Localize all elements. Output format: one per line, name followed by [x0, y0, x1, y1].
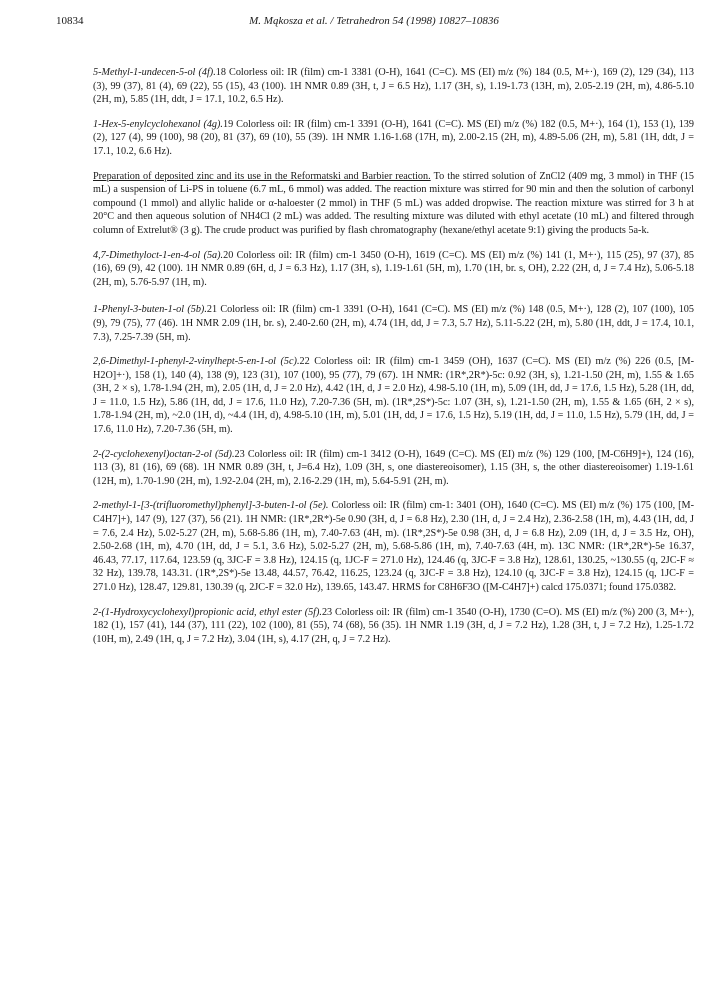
compound-title: 2,6-Dimethyl-1-phenyl-2-vinylhept-5-en-1-ol (5c). [93, 356, 300, 368]
compound-data: 23 Colorless oil: IR (film) cm-1 3540 (O-H), 1730 (C=O). MS (EI) m/z (%) 200 (3, M+·), 182 (1), 157 (41), 144 (37), 111 (22), 102 (100), 81 (55), 74 (68), 56 (35). 1H NMR 1.19 (3H, d, J = 7.2 Hz), 1.28 (3H, t, J = 7.2 Hz), 1.25-1.72 (10H, m), 2.49 (1H, q, J = 7.2 Hz), 3.04 (1H, s), 4.17 (2H, q, J = 7.2 Hz). [93, 606, 694, 645]
compound-5d-entry [93, 448, 694, 489]
compound-title: 5-Methyl-1-undecen-5-ol (4f). [93, 67, 216, 78]
compound-data: Colorless oil: IR (film) cm-1: 3401 (OH), 1640 (C=C). MS (EI) m/z (%) 175 (100, [M-C4H7]+), 147 (9), 127 (37), 56 (21). 1H NMR: (1R*,2R*)-5e 0.90 (3H, d, J = 6.8 Hz), 2.30 (1H, d, J = 2.4 Hz), 2.36-2.58 (1H, m), 4.43 (1H, dd, J = 7.6, 2.4 Hz), 5.02-5.27 (2H, m), 5.68-5.86 (1H, m), 7.40-7.63 (4H, m). (1R*,2S*)-5e 0.98 (3H, d, J = 6.8 Hz), 2.09 (1H, d, J = 3.5 Hz, OH), 2.50-2.68 (1H, m), 4.70 (1H, dd, J = 5.1, 3.6 Hz), 5.02-5.27 (2H, m), 5.68-5.86 (1H, m), 7.40-7.63 (4H, m). 13C NMR: (1R*,2R*)-5e 16.37, 46.43, 77.17, 117.64, 123.59 (q, 3JC-F = 3.8 Hz), 124.15 (q, 1JC-F = 271.0 Hz), 124.46 (q, 3JC-F = 3.8 Hz), 128.61, 130.25, ~130.55 (q, 2JC-F ≈ 32 Hz), 139.78, 143.31. (1R*,2S*)-5e 13.48, 44.57, 76.42, 116.25, 123.24 (q, 3JC-F = 3.8 Hz), 124.10 (q, 3JC-F = 3.8 Hz), 124.15 (q, 1JC-F = 271.0 Hz), 128.47, 129.81, 130.39 (q, 2JC-F = 32.0 Hz), 139.65, 143.47. HRMS for C8H6F3O ([M-C4H7]+) calcd 175.0371; found 175.0382. [93, 500, 695, 593]
running-header [56, 15, 692, 31]
compound-title: 4,7-Dimethyloct-1-en-4-ol (5a). [93, 249, 224, 261]
compound-5e-entry [93, 499, 694, 594]
running-title: M. Mąkosza et al. / Tetrahedron 54 (1998) 10827–10836 [249, 15, 499, 27]
compound-title: 2-methyl-1-[3-(trifluoromethyl)phenyl]-3-buten-1-ol (5e). [93, 500, 329, 512]
compound-data: 20 Colorless oil: IR (film) cm-1 3450 (O-H), 1619 (C=C). MS (EI) m/z (%) 141 (1, M+·), 115 (25), 97 (37), 85 (16), 69 (9), 42 (100). 1H NMR 0.89 (6H, d, J = 6.3 Hz), 1.17 (3H, s), 1.19-1.61 (5H, m), 1.70 (1H, br. s, OH), 2.22 (2H, d, J = 7.4 Hz), 5.06-5.18 (2H, m), 5.76-5.97 (1H, m). [93, 249, 695, 288]
compound-data: 22 Colorless oil: IR (film) cm-1 3459 (OH), 1637 (C=C). MS (EI) m/z (%) 226 (0.5, [M-H2O]+·), 158 (1), 140 (4), 138 (9), 123 (31), 107 (100), 95 (77), 79 (67). 1H NMR: (1R*,2R*)-5c: 0.92 (3H, s), 1.21-1.50 (2H, m), 1.55 & 1.65 (3H, 2 × s), 1.78-1.94 (2H, m), 2.05 (1H, d, J = 2.0 Hz), 4.42 (1H, d, J = 2.0 Hz), 4.98-5.10 (1H, m), 5.09 (1H, dd, J = 17.6, 1.5 Hz), 5.28 (1H, dd, J = 11.0, 1.5 Hz), 5.86 (1H, dd, J = 17.6, 11.0 Hz), 7.20-7.36 (5H, m). (1R*,2S*)-5c: 1.07 (3H, s), 1.21-1.50 (2H, m), 1.55 & 1.65 (6H, 2 × s), 1.78-1.94 (2H, m), ~2.0 (1H, d), ~4.4 (1H, d), 4.98-5.10 (1H, m), 5.01 (1H, dd, J = 17.6, 1.5 Hz), 5.19 (1H, dd, J = 11.0, 1.5 Hz), 5.79 (1H, dd, J = 17.6, 11.0 Hz), 7.20-7.36 (5H, m). [93, 356, 695, 436]
compound-5a-entry [93, 249, 694, 290]
compound-data: 23 Colorless oil: IR (film) cm-1 3412 (O-H), 1649 (C=C). MS (EI) m/z (%) 129 (100, [M-C6H9]+), 124 (16), 113 (3), 81 (16), 69 (68). 1H NMR 0.89 (3H, t, J=6.4 Hz), 1.09 (3H, s, one diastereoisomer), 1.15 (3H, s, the other diastereoisomer) 1.19-1.61 (12H, m), 1.70-1.90 (2H, m), 1.92-2.04 (2H, m), 2.16-2.29 (1H, m), 5.64-5.91 (2H, m). [93, 448, 695, 487]
procedure-heading: Preparation of deposited zinc and its use in the Reformatski and Barbier reaction. [93, 170, 431, 182]
compound-data: 18 Colorless oil: IR (film) cm-1 3381 (O-H), 1641 (C=C). MS (EI) m/z (%) 184 (0.5, M+·), 169 (2), 129 (34), 113 (3), 99 (37), 81 (4), 69 (22), 55 (15), 43 (100). 1H NMR 0.89 (3H, t, J = 6.5 Hz), 1.17 (3H, s), 1.19-1.73 (13H, m), 2.05-2.19 (2H, m), 4.86-5.10 (2H, m), 5.85 (1H, ddt, J = 17.1, 10.2, 6.5 Hz). [93, 67, 694, 106]
procedure-paragraph [93, 170, 694, 238]
experimental-section [93, 66, 694, 657]
procedure-text: To the stirred solution of ZnCl2 (409 mg, 3 mmol) in THF (15 mL) a suspension of Li-PS in toluene (6.7 mL, 6 mmol) was added. The reaction mixture was stirred for 90 min and then the solution of carbonyl compound (1 mmol) and allylic halide or α-haloester (2 mmol) in THF (5 mL) was added dropwise. The reaction mixture was stirred for 3 h at 20°C and then aqueous solution of NH4Cl (2 mL) was added. The resulting mixture was diluted with ethyl acetate (10 mL) and filtered through column of Extrelut® (3 g). The crude product was purified by flash chromatography (hexane/ethyl acetate 9:1) giving the products 5a-k. [93, 170, 694, 236]
compound-title: 1-Hex-5-enylcyclohexanol (4g). [93, 118, 223, 130]
compound-5f-entry [93, 606, 694, 647]
compound-4g-entry [93, 118, 694, 159]
compound-4f-entry [93, 66, 694, 107]
compound-5c-entry [93, 355, 694, 437]
page-number: 10834 [56, 15, 84, 27]
compound-5b-entry [93, 303, 694, 344]
compound-data: 21 Colorless oil: IR (film) cm-1 3391 (O-H), 1641 (C=C). MS (EI) m/z (%) 148 (0.5, M+·), 128 (2), 107 (100), 105 (9), 79 (75), 77 (46). 1H NMR 2.09 (1H, br. s), 2.40-2.60 (2H, m), 4.74 (1H, dd, J = 7.3, 5.7 Hz), 5.11-5.22 (2H, m), 5.80 (1H, ddt, J = 17.4, 10.1, 7.3), 7.25-7.39 (5H, m). [93, 304, 694, 343]
compound-title: 2-(2-cyclohexenyl)octan-2-ol (5d). [93, 448, 235, 460]
compound-title: 1-Phenyl-3-buten-1-ol (5b). [93, 304, 207, 316]
compound-data: 19 Colorless oil: IR (film) cm-1 3391 (O-H), 1641 (C=C). MS (EI) m/z (%) 182 (0.5, M+·), 164 (1), 153 (1), 139 (2), 127 (4), 99 (100), 98 (20), 81 (37), 69 (10), 55 (39). 1H NMR 1.16-1.68 (17H, m), 2.00-2.15 (2H, m), 4.89-5.06 (2H, m), 5.81 (1H, ddt, J = 17.1, 10.2, 6.6 Hz). [93, 118, 694, 157]
compound-title: 2-(1-Hydroxycyclohexyl)propionic acid, ethyl ester (5f). [93, 606, 322, 618]
